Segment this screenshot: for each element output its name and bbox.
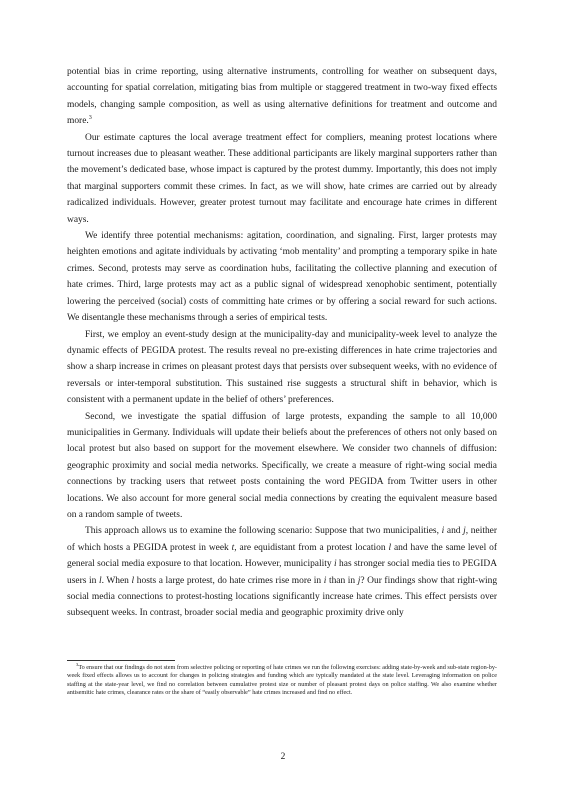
page-number: 2 bbox=[280, 752, 286, 762]
paragraph-1-text: potential bias in crime reporting, using alternative instruments, controlling for weather on subsequent days, accounting for spatial correlation, mitigating bias from multiple or staggered treatment in two-way fixed effects models, changing sample composition, as well as using alternative definitions for treatment and outcome and more. bbox=[67, 67, 497, 127]
paragraph-5: Second, we investigate the spatial diffusion of large protests, expanding the sample to all 10,000 municipalities in Germany. Individuals will update their beliefs about the preferences of others not only based on local protest but also based on support for the movement elsewhere. We consider two channels of diffusion: geographic proximity and social media networks. Specifically, we create a measure of right-wing social media connections by tracking users that retweet posts containing the word PEGIDA from Twitter users in other locations. We also account for more general social media connections by creating the equivalent measure based on a random sample of tweets. bbox=[67, 411, 497, 520]
p6-seg: hosts a large protest, do hate crimes rise more in bbox=[136, 575, 322, 586]
paragraph-6 bbox=[67, 523, 497, 621]
math-i: i bbox=[323, 575, 327, 586]
math-l: l bbox=[131, 575, 135, 586]
footnote-separator bbox=[67, 660, 175, 661]
footnote-3 bbox=[67, 664, 497, 697]
math-i: i bbox=[334, 559, 337, 570]
p6-seg: has stronger social media ties to PEGIDA users in bbox=[67, 559, 498, 586]
math-l: l bbox=[388, 542, 392, 553]
p6-seg: ? Our findings show that right-wing social media connections to protest-hosting locations significantly increase hate crimes. This effect persists over subsequent weeks. In contrast, broader social media and geographic proximity drive only bbox=[67, 575, 498, 619]
paragraph-2: Our estimate captures the local average treatment effect for compliers, meaning protest locations where turnout increases due to pleasant weather. These additional participants are likely marginal supporters rather than the movement’s dedicated base, whose impact is captured by the protest dummy. Importantly, this does not imply that marginal supporters commit these crimes. In fact, as we will show, hate crimes are carried out by already radicalized individuals. However, greater protest turnout may facilitate and encourage hate crimes in different ways. bbox=[67, 132, 497, 225]
paragraph-4: First, we employ an event-study design at the municipality-day and municipality-week level to analyze the dynamic effects of PEGIDA protest. The results reveal no pre-existing differences in hate crime trajectories and show a sharp increase in crimes on pleasant protest days that persists over subsequent weeks, with no evidence of reversals or inter-temporal substitution. This sustained rise suggests a structural shift in behavior, which is consistent with a permanent update in the belief of others’ preferences. bbox=[67, 329, 497, 406]
main-text bbox=[67, 64, 497, 622]
p6-seg: This approach allows us to examine the following scenario: Suppose that two municipalities, bbox=[85, 526, 439, 537]
math-j: j bbox=[357, 575, 361, 586]
p6-seg: , are equidistant from a protest location bbox=[234, 542, 386, 553]
paragraph-1 bbox=[67, 64, 497, 130]
math-j: j bbox=[463, 526, 466, 537]
math-t: t bbox=[231, 542, 235, 553]
math-i: i bbox=[441, 526, 445, 537]
math-l: l bbox=[98, 575, 102, 586]
p6-seg: and have the same level of general social media exposure to that location. However, municipality bbox=[67, 542, 497, 570]
p6-seg: than in bbox=[328, 575, 356, 586]
p6-seg: . When bbox=[101, 575, 129, 586]
paragraph-3: We identify three potential mechanisms: agitation, coordination, and signaling. First, larger protests may heighten emotions and agitate individuals by activating ‘mob mentality’ and prompting a temporary spike in hate crimes. Second, protests may serve as coordination hubs, facilitating the collective planning and execution of hate crimes. Third, large protests may act as a public signal of widespread xenophobic sentiment, potentially lowering the perceived (social) costs of committing hate crimes or by offering a social reward for such actions. We disentangle these mechanisms through a series of empirical tests. bbox=[67, 231, 497, 324]
p6-seg: , neither of which hosts a PEGIDA protest in week bbox=[67, 526, 498, 553]
footnote-marker: 3 bbox=[88, 115, 92, 122]
p6-seg: and bbox=[446, 526, 461, 537]
footnote bbox=[67, 664, 497, 697]
footnote-number: 3 bbox=[76, 662, 79, 668]
footnote-text: To ensure that our findings do not stem from selective policing or reporting of hate crimes we run the following exercises: adding state-by-week and sub-state region-by-week fixed effects allows us to account for changes in policing strategies and funding which are typically mandated at the state level. Leveraging information on police staffing at the state-year level, we find no correlation between cumulative protest size or number of pleasant protest days on police staffing. We also examine whether antisemitic hate crimes, clearance rates or the share of “easily observable” hate crimes increased and find no effect. bbox=[67, 664, 497, 696]
